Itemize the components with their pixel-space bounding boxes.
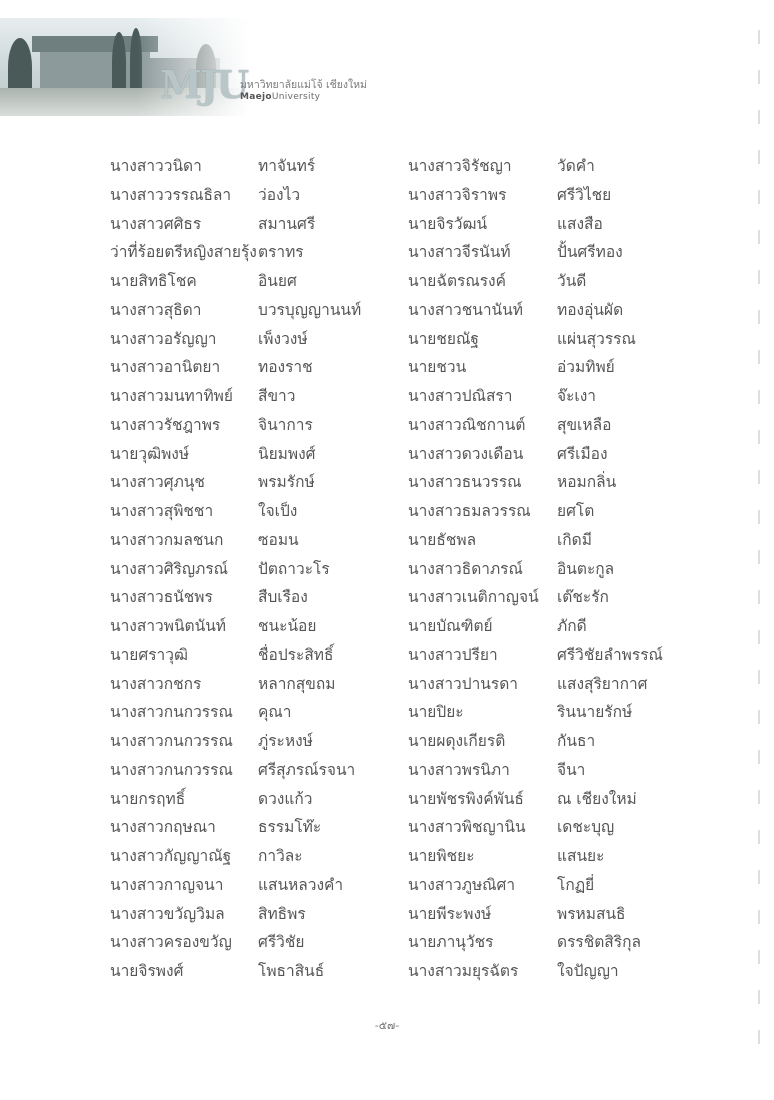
last-name-right: วัดคำ (557, 157, 595, 175)
first-name-left: นางสาวกฤษณา (110, 818, 216, 837)
last-name-right: ศรีวิไชย (557, 185, 612, 204)
first-name-right: นางสาวมยุรฉัตร (408, 962, 519, 980)
first-name-left: นางสาวมนทาทิพย์ (110, 387, 233, 405)
last-name-left: หลากสุขถม (258, 674, 336, 693)
university-name-english-rest: University (271, 92, 321, 102)
first-name-left: นายสิทธิโชค (110, 272, 197, 290)
last-name-right: สุขเหลือ (557, 415, 612, 434)
first-name-right: นางสาวชนานันท์ (408, 300, 523, 319)
first-name-left: นางสาวศศิธร (110, 214, 202, 233)
name-row (0, 612, 774, 641)
last-name-left: กาวิละ (258, 847, 303, 865)
last-name-right: ทองอุ่นผัด (557, 300, 624, 319)
name-row (0, 238, 774, 267)
name-row (0, 900, 774, 929)
name-row (0, 756, 774, 785)
first-name-left: นางสาวกนกวรรณ (110, 703, 233, 722)
university-name-thai: มหาวิทยาลัยแม่โจ้ เชียงใหม่ (240, 79, 367, 91)
first-name-left: นางสาวอานิตยา (110, 358, 221, 377)
last-name-left: สีขาว (258, 387, 296, 405)
last-name-right: ศรีวิชัยลำพรรณ์ (557, 645, 663, 664)
first-name-right: นายชวน (408, 358, 467, 377)
last-name-left: อินยศ (258, 272, 297, 290)
first-name-right: นางสาวจิรัชญา (408, 157, 512, 175)
name-row (0, 181, 774, 210)
first-name-left: ว่าที่ร้อยตรีหญิงสายรุ้ง (110, 243, 257, 262)
last-name-right: ยศโต (557, 502, 595, 520)
first-name-left: นายศราวุฒิ (110, 645, 188, 664)
last-name-left: สิทธิพร (258, 904, 306, 923)
last-name-right: เต๊ชะรัก (557, 588, 609, 607)
first-name-left: นายวุฒิพงษ์ (110, 444, 190, 463)
name-row (0, 411, 774, 440)
name-row (0, 583, 774, 612)
first-name-right: นางสาวธนวรรณ (408, 473, 522, 492)
last-name-left: ธรรมโท๊ะ (258, 818, 322, 837)
last-name-left: ปัตถาวะโร (258, 559, 330, 578)
first-name-right: นางสาวปานรดา (408, 674, 518, 693)
last-name-right: ณ เชียงใหม่ (557, 789, 637, 808)
first-name-right: นางสาวดวงเดือน (408, 444, 524, 463)
first-name-left: นางสาวครองขวัญ (110, 933, 232, 952)
first-name-left: นางสาวรัชฎาพร (110, 415, 221, 434)
last-name-left: ซอมน (258, 530, 299, 549)
first-name-right: นางสาวภูษณิศา (408, 875, 516, 894)
letterhead (0, 0, 380, 120)
first-name-right: นายปิยะ (408, 703, 464, 722)
name-row (0, 727, 774, 756)
last-name-left: ใจเป็ง (258, 502, 298, 520)
last-name-left: โพธาสินธ์ (258, 962, 325, 980)
name-row (0, 210, 774, 239)
name-row (0, 957, 774, 986)
first-name-right: นางสาวปณิสรา (408, 387, 513, 405)
last-name-left: สมานศรี (258, 214, 316, 233)
university-logo: MJU (160, 62, 248, 107)
first-name-right: นายผดุงเกียรติ (408, 732, 506, 750)
last-name-left: ศรีวิชัย (258, 933, 305, 952)
first-name-right: นายฉัตรณรงค์ (408, 272, 506, 290)
first-name-right: นางสาวเนติกาญจน์ (408, 588, 539, 607)
last-name-right: พรหมสนธิ (557, 904, 626, 923)
first-name-left: นางสาวกนกวรรณ (110, 732, 233, 750)
first-name-right: นางสาวจิราพร (408, 185, 507, 204)
first-name-left: นางสาวขวัญวิมล (110, 904, 225, 923)
first-name-right: นายธัชพล (408, 530, 477, 549)
last-name-right: ใจปัญญา (557, 962, 619, 980)
last-name-right: เกิดมี (557, 530, 592, 549)
last-name-right: แสงสือ (557, 214, 603, 233)
first-name-right: นางสาวจีรนันท์ (408, 243, 511, 262)
page-number: -๕๗- (374, 1019, 400, 1032)
last-name-left: สืบเรือง (258, 588, 308, 607)
last-name-right: หอมกลิ่น (557, 473, 617, 492)
last-name-right: แสนยะ (557, 847, 605, 865)
last-name-right: จีนา (557, 760, 586, 779)
first-name-left: นางสาวสุธิดา (110, 300, 202, 319)
last-name-left: จินาการ (258, 415, 313, 434)
first-name-right: นางสาวพิชญานิน (408, 818, 526, 837)
last-name-right: ดรรชิตสิริกุล (557, 933, 641, 952)
first-name-left: นางสาวกาญจนา (110, 875, 224, 894)
last-name-right: แผ่นสุวรรณ (557, 329, 636, 348)
name-row (0, 555, 774, 584)
last-name-right: ภักดี (557, 617, 587, 635)
last-name-right: รินนายรักษ์ (557, 703, 633, 722)
last-name-left: ว่องไว (258, 185, 301, 204)
last-name-right: ศรีเมือง (557, 444, 608, 463)
first-name-left: นางสาวอรัญญา (110, 329, 217, 348)
name-row (0, 468, 774, 497)
last-name-right: โกฏยี่ (557, 875, 595, 894)
last-name-right: อ่วมทิพย์ (557, 358, 615, 377)
name-row (0, 813, 774, 842)
last-name-right: กันธา (557, 732, 596, 750)
name-row (0, 325, 774, 354)
name-row (0, 497, 774, 526)
last-name-right: เดชะบุญ (557, 818, 615, 837)
last-name-left: ทองราช (258, 358, 313, 377)
last-name-right: ปั้นศรีทอง (557, 243, 623, 262)
name-row (0, 641, 774, 670)
name-row (0, 928, 774, 957)
name-row (0, 785, 774, 814)
name-row (0, 670, 774, 699)
name-list (0, 152, 774, 986)
first-name-right: นายชยณัฐ (408, 329, 479, 348)
first-name-left: นางสาวกนกวรรณ (110, 760, 233, 779)
university-name-english (240, 92, 320, 102)
last-name-left: ตราทร (258, 243, 304, 262)
first-name-right: นายจิรวัฒน์ (408, 214, 488, 233)
last-name-left: คุณา (258, 703, 292, 722)
name-row (0, 698, 774, 727)
last-name-right: วันดี (557, 272, 587, 290)
last-name-left: แสนหลวงคำ (258, 875, 344, 894)
name-row (0, 267, 774, 296)
last-name-left: ภู่ระหงษ์ (258, 732, 313, 750)
first-name-right: นางสาวปรียา (408, 645, 498, 664)
last-name-left: นิยมพงศ์ (258, 444, 316, 463)
last-name-right: อินตะกูล (557, 559, 615, 578)
first-name-left: นางสาวกัญญาณัฐ (110, 847, 232, 865)
last-name-left: ศรีสุภรณ์รจนา (258, 760, 356, 779)
first-name-left: นางสาววนิดา (110, 157, 202, 175)
first-name-right: นายพิชยะ (408, 847, 475, 865)
last-name-left: ชนะน้อย (258, 617, 317, 635)
first-name-right: นางสาวธมลวรรณ (408, 502, 531, 520)
name-row (0, 152, 774, 181)
first-name-left: นางสาววรรณธิลา (110, 185, 232, 204)
university-name-english-bold: Maejo (240, 92, 272, 102)
first-name-right: นางสาวพรนิภา (408, 760, 510, 779)
name-row (0, 353, 774, 382)
first-name-left: นางสาวกมลชนก (110, 530, 224, 549)
last-name-left: พรมรักษ์ (258, 473, 315, 492)
first-name-left: นางสาวศุภนุช (110, 473, 205, 492)
first-name-left: นางสาวสุพิชชา (110, 502, 214, 520)
last-name-left: ทาจันทร์ (258, 157, 316, 175)
first-name-left: นางสาวกชกร (110, 674, 202, 693)
first-name-right: นางสาวณิชกานต์ (408, 415, 526, 434)
name-row (0, 382, 774, 411)
first-name-left: นางสาวศิริญภรณ์ (110, 559, 229, 578)
last-name-right: แสงสุริยากาศ (557, 674, 648, 693)
first-name-right: นายบัณฑิตย์ (408, 617, 493, 635)
first-name-left: นายจิรพงศ์ (110, 962, 184, 980)
last-name-left: ดวงแก้ว (258, 789, 313, 808)
last-name-left: บวรบุญญานนท์ (258, 300, 362, 319)
last-name-right: จ๊ะเงา (557, 387, 596, 405)
name-row (0, 871, 774, 900)
first-name-right: นายพีระพงษ์ (408, 904, 492, 923)
first-name-right: นายพัชรพิงค์พันธ์ (408, 789, 524, 808)
name-row (0, 842, 774, 871)
name-row (0, 296, 774, 325)
first-name-left: นายกรฤทธิ์ (110, 789, 186, 808)
name-row (0, 440, 774, 469)
first-name-left: นางสาวพนิตนันท์ (110, 617, 227, 635)
name-row (0, 526, 774, 555)
first-name-left: นางสาวธนัชพร (110, 588, 213, 607)
first-name-right: นายภานุวัชร (408, 933, 494, 952)
first-name-right: นางสาวธิดาภรณ์ (408, 559, 523, 578)
last-name-left: เพ็งวงษ์ (258, 329, 308, 348)
last-name-left: ชื่อประสิทธิ์ (258, 645, 334, 664)
